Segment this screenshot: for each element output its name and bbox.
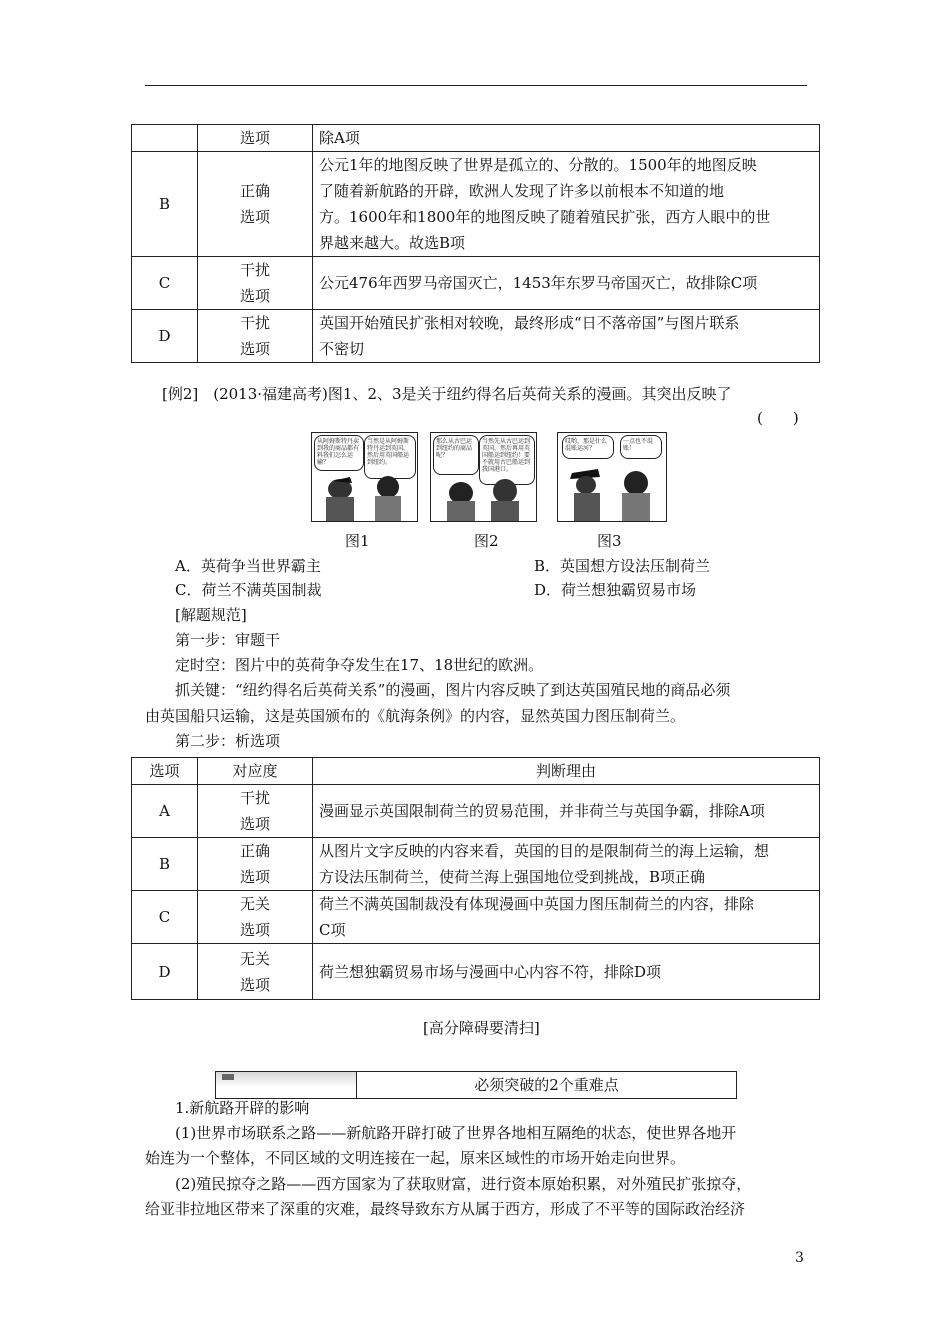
reason-cell <box>313 257 820 310</box>
reason-line: 方。1600年和1800年的地图反映了随着殖民扩张，西方人眼中的世 <box>319 208 771 226</box>
speech-bubble: 哎哟，那是什么混账运河？ <box>562 435 614 459</box>
speech-bubble: 当然是从阿姆斯特丹运到英国，然后用英国船运到纽约。 <box>364 435 416 479</box>
reason-cell <box>313 310 820 363</box>
table-row <box>132 838 820 891</box>
option-cell: C <box>132 257 198 310</box>
header-option: 选项 <box>132 758 198 785</box>
box-tab <box>216 1072 357 1098</box>
option-cell: D <box>132 944 198 1000</box>
figure-label-3: 图3 <box>597 532 622 550</box>
paragraph-1-line-2: 始连为一个整体，不同区域的文明连接在一起，原来区域性的市场开始走向世界。 <box>145 1149 686 1167</box>
comic-panel-2 <box>430 432 537 522</box>
comic-illustration-1 <box>312 471 417 521</box>
answer-paren: ( ) <box>757 409 799 427</box>
reason-line: 从图片文字反映的内容来看，英国的目的是限制荷兰的海上运输，想 <box>319 842 770 860</box>
reason-line: 荷兰不满英国制裁没有体现漫画中英国力图压制荷兰的内容，排除 <box>319 895 755 913</box>
key-points-label: 必须突破的2个重难点 <box>474 1076 619 1094</box>
analysis-table-2 <box>131 757 820 1000</box>
comic-panel-3 <box>557 432 667 522</box>
option-cell: D <box>132 310 198 363</box>
table-header-row <box>132 758 820 785</box>
step-1-heading: 第一步：审题干 <box>175 631 281 649</box>
key-point-text-2: 由英国船只运输，这是英国颁布的《航海条例》的内容，显然英国力图压制荷兰。 <box>145 707 686 725</box>
figure-label-2: 图2 <box>474 532 499 550</box>
reason-line: 荷兰想独霸贸易市场与漫画中心内容不符，排除D项 <box>319 962 662 981</box>
analysis-table-1 <box>131 124 820 363</box>
table-row <box>132 785 820 838</box>
reason-cell <box>313 838 820 891</box>
header-type: 对应度 <box>198 758 313 785</box>
solution-guide-heading: [解题规范] <box>175 606 247 624</box>
reason-cell <box>313 891 820 944</box>
option-cell: C <box>132 891 198 944</box>
type-cell: 干扰 选项 <box>198 257 313 310</box>
paragraph-2-line-1: (2)殖民掠夺之路——西方国家为了获取财富，进行资本原始积累，对外殖民扩张掠夺， <box>175 1175 752 1193</box>
table-row <box>132 944 820 1000</box>
reason-line: 公元476年西罗马帝国灭亡，1453年东罗马帝国灭亡，故排除C项 <box>319 274 758 292</box>
type-cell: 无关 选项 <box>198 891 313 944</box>
type-cell: 干扰 选项 <box>198 785 313 838</box>
speech-bubble: 一点也不混账！ <box>620 435 662 459</box>
type-cell: 正确 选项 <box>198 838 313 891</box>
table-row <box>132 152 820 257</box>
time-space-text: 定时空：图片中的英荷争夺发生在17、18世纪的欧洲。 <box>175 656 544 674</box>
table-row <box>132 125 820 152</box>
comic-panel-1 <box>311 432 418 522</box>
reason-line: 漫画显示英国限制荷兰的贸易范围，并非荷兰与英国争霸，排除A项 <box>319 802 765 820</box>
reason-line: 界越来越大。故选B项 <box>319 234 466 252</box>
type-cell: 干扰 选项 <box>198 310 313 363</box>
header-reason: 判断理由 <box>313 758 820 785</box>
reason-line: 不密切 <box>319 340 365 358</box>
table-row <box>132 891 820 944</box>
figure-label-1: 图1 <box>345 532 370 550</box>
reason-line: 方设法压制荷兰，使荷兰海上强国地位受到挑战，B项正确 <box>319 868 706 886</box>
header-rule <box>145 85 807 86</box>
reason-line: 除A项 <box>319 129 360 147</box>
comic-illustration-2 <box>431 477 536 521</box>
table-row <box>132 257 820 310</box>
page-number: 3 <box>795 1250 804 1266</box>
paragraph-1-line-1: (1)世界市场联系之路——新航路开辟打破了世界各地相互隔绝的状态，使世界各地开 <box>175 1124 737 1142</box>
example-question: [例2] (2013·福建高考)图1、2、3是关于纽约得名后英荷关系的漫画。其突出反映了 <box>162 385 732 403</box>
option-cell <box>132 125 198 152</box>
option-cell: B <box>132 838 198 891</box>
option-cell: B <box>132 152 198 257</box>
reason-line: 公元1年的地图反映了世界是孤立的、分散的。1500年的地图反映 <box>319 156 757 174</box>
section-title: [高分障碍要清扫] <box>423 1019 540 1037</box>
type-cell: 无关 选项 <box>198 944 313 1000</box>
tab-mark-icon <box>222 1074 234 1080</box>
reason-cell <box>313 152 820 257</box>
option-a: A．英荷争当世界霸主 <box>175 557 321 575</box>
speech-bubble: 从阿姆斯特丹卖到我的商品都有料我们怎么运输？ <box>314 435 364 471</box>
reason-line: 了随着新航路的开辟，欧洲人发现了许多以前根本不知道的地 <box>319 182 725 200</box>
reason-line: 英国开始殖民扩张相对较晚，最终形成“日不落帝国”与图片联系 <box>319 314 740 332</box>
reason-line: C项 <box>319 921 346 939</box>
comic-illustration-3 <box>558 461 666 521</box>
reason-cell <box>313 125 820 152</box>
option-b: B．英国想方设法压制荷兰 <box>534 557 711 575</box>
reason-cell <box>313 785 820 838</box>
reason-cell <box>313 944 820 1000</box>
paragraph-2-line-2: 给亚非拉地区带来了深重的灾难，最终导致东方从属于西方，形成了不平等的国际政治经济 <box>145 1200 746 1218</box>
key-points-box <box>215 1071 737 1099</box>
speech-bubble: 当然先从古巴运到英国，然后再用英国船运到纽约！要不就用古巴船运到我国港口。 <box>479 435 535 485</box>
point-1-heading: 1.新航路开辟的影响 <box>175 1099 310 1117</box>
option-c: C．荷兰不满英国制裁 <box>175 581 322 599</box>
type-cell: 正确 选项 <box>198 152 313 257</box>
step-2-heading: 第二步：析选项 <box>175 732 281 750</box>
option-cell: A <box>132 785 198 838</box>
speech-bubble: 那么从古巴运到纽约的商品呢？ <box>433 435 479 475</box>
type-cell: 选项 <box>198 125 313 152</box>
table-row <box>132 310 820 363</box>
option-d: D．荷兰想独霸贸易市场 <box>534 581 697 599</box>
key-point-text-1: 抓关键：“纽约得名后英荷关系”的漫画，图片内容反映了到达英国殖民地的商品必须 <box>175 681 731 699</box>
